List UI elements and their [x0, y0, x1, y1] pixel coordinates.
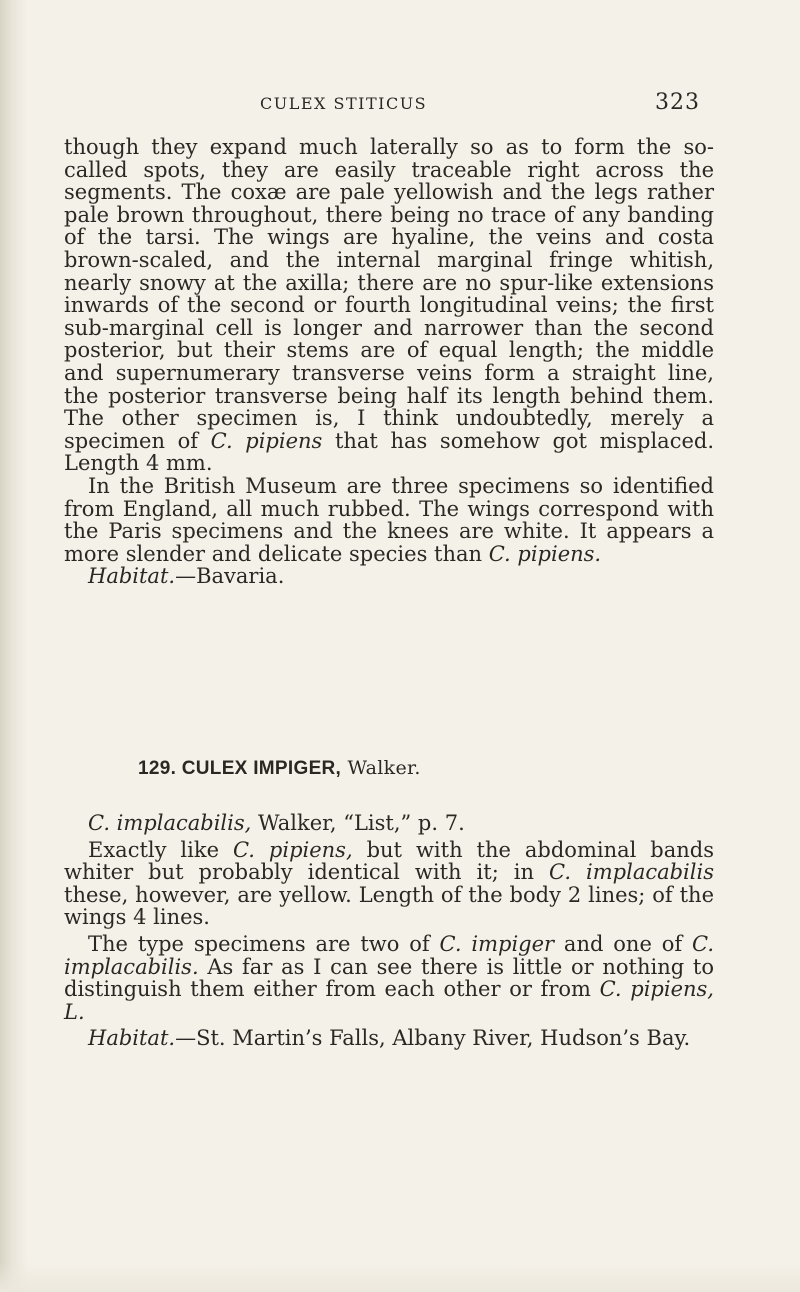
- running-head-title: CULEX STITICUS: [260, 94, 428, 113]
- habitat-label: Habitat.: [88, 564, 176, 589]
- page-bottom-shade: [0, 1262, 800, 1292]
- synonym-citation: Walker, “List,” p. 7.: [251, 811, 465, 835]
- species-heading: [138, 757, 738, 780]
- habitat-line: [64, 565, 714, 588]
- paragraph-text: The type specimens are two of: [88, 931, 440, 956]
- paragraph-text: As far as I can see there is little or nothing to distinguish them either from each other or from: [64, 954, 714, 1002]
- species-name: C. pipiens, L.: [64, 977, 714, 1024]
- habitat-value: —St. Martin’s Falls, Albany River, Hudson’s Bay.: [175, 1026, 691, 1051]
- page-number: 323: [655, 90, 700, 115]
- species-name: C. pipiens.: [488, 541, 602, 566]
- synonym-line: [64, 812, 714, 835]
- habitat-value: —Bavaria.: [175, 564, 285, 589]
- species-name: C. pipiens: [210, 428, 323, 453]
- synonym-name: C. implacabilis,: [88, 811, 252, 835]
- species-name: C. implacabilis: [549, 860, 714, 885]
- species-name: C. impiger: [439, 931, 555, 956]
- paragraph-type-specimens: [64, 933, 714, 1023]
- paragraph-description: [64, 839, 714, 929]
- habitat-label: Habitat.: [88, 1026, 176, 1051]
- species-name: C. pipiens,: [232, 837, 353, 862]
- paragraph-text: and one of: [554, 931, 693, 956]
- body-text-bottom: [64, 812, 714, 1050]
- paragraph-text: In the British Museum are three specimens so identified from England, all much rubbed. The wings correspond with the Paris specimens and the knees are white. It appears a more slender and delicate species than: [64, 473, 714, 566]
- paragraph-text: these, however, are yellow. Length of the body 2 lines; of the wings 4 lines.: [64, 882, 714, 930]
- paragraph-continuation: [64, 136, 714, 475]
- paragraph-text: though they expand much laterally so as to form the so-called spots, they are easily traceable right across the segments. The coxæ are pale yellowish and the legs rather pale brown throughout, there being no trace of any banding of the tarsi. The wings are hyaline, the veins and costa brown-scaled, and the internal marginal fringe whitish, nearly snowy at the axilla; there are no spur-like extensions inwards of the second or fourth longitudinal veins; the first sub-marginal cell is longer and narrower than the second posterior, but their stems are of equal length; the middle and supernumerary transverse veins form a straight line, the posterior transverse being half its length behind them. The other specimen is, I think undoubtedly, merely a specimen of: [64, 135, 714, 453]
- paragraph-text: but with the abdominal bands whiter but probably identical with it; in: [64, 837, 714, 885]
- body-text-top: [64, 136, 714, 588]
- paragraph-british-museum: [64, 475, 714, 565]
- paragraph-text: that has somehow got misplaced. Length 4 mm.: [64, 428, 714, 476]
- species-name: C. implacabilis.: [64, 931, 715, 979]
- species-number-name: 129. CULEX IMPIGER,: [138, 758, 342, 779]
- page-edge-shadow: [0, 0, 28, 1292]
- species-author: Walker.: [341, 757, 421, 779]
- habitat-line: [64, 1027, 714, 1050]
- paragraph-text: Exactly like: [88, 837, 233, 862]
